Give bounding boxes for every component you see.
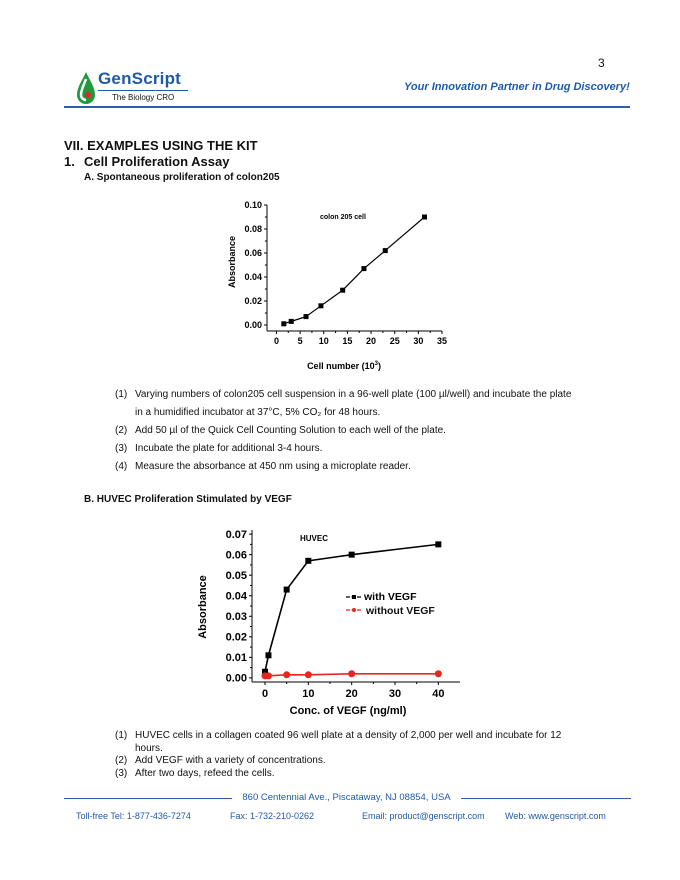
step-item bbox=[115, 730, 561, 743]
step-text: hours. bbox=[135, 742, 163, 754]
chart-title: HUVEC bbox=[300, 534, 329, 543]
data-point bbox=[305, 558, 311, 564]
y-tick-label: 0.06 bbox=[225, 549, 247, 562]
huvec-chart bbox=[190, 524, 470, 720]
data-point bbox=[383, 248, 388, 253]
footer-email[interactable]: Email: product@genscript.com bbox=[362, 811, 485, 821]
step-text: Varying numbers of colon205 cell suspension in a 96-well plate (100 µl/well) and incubate the plate bbox=[135, 389, 572, 400]
x-axis-label: Conc. of VEGF (ng/ml) bbox=[289, 705, 407, 717]
colon205-chart bbox=[220, 196, 460, 376]
step-item bbox=[115, 440, 571, 458]
data-point bbox=[265, 672, 272, 679]
x-tick-label: 15 bbox=[342, 336, 353, 346]
data-point bbox=[265, 652, 271, 658]
footer-website[interactable]: Web: www.genscript.com bbox=[505, 811, 606, 821]
data-point bbox=[435, 541, 441, 547]
step-item bbox=[115, 755, 561, 768]
y-tick-label: 0.02 bbox=[244, 296, 262, 306]
y-tick-label: 0.01 bbox=[225, 652, 247, 665]
y-tick-label: 0.08 bbox=[244, 224, 262, 234]
part-b-title: B. HUVEC Proliferation Stimulated by VEGF bbox=[84, 494, 292, 505]
data-point bbox=[289, 319, 294, 324]
x-tick-label: 10 bbox=[318, 336, 329, 346]
step-item bbox=[115, 768, 561, 781]
data-point bbox=[284, 587, 290, 593]
x-tick-label: 35 bbox=[436, 336, 448, 346]
page-number: 3 bbox=[598, 56, 605, 70]
legend-label-with-vegf: with VEGF bbox=[364, 591, 417, 603]
footer-tollfree: Toll-free Tel: 1-877-436-7274 bbox=[76, 811, 191, 821]
series-line-0 bbox=[284, 217, 425, 324]
y-tick-label: 0.05 bbox=[225, 569, 247, 582]
subsection-title bbox=[64, 154, 229, 169]
genscript-logo[interactable] bbox=[76, 69, 196, 107]
y-tick-label: 0.10 bbox=[244, 200, 262, 210]
x-tick-label: 30 bbox=[413, 336, 424, 346]
logo-underline bbox=[98, 90, 188, 91]
step-text: HUVEC cells in a collagen coated 96 well plate at a density of 2,000 per well and incubate for 12 bbox=[135, 730, 562, 741]
header-divider bbox=[64, 106, 630, 108]
data-point bbox=[283, 671, 290, 678]
y-tick-label: 0.03 bbox=[225, 610, 247, 623]
data-point bbox=[361, 266, 366, 271]
data-point bbox=[318, 303, 323, 308]
footer-divider-left bbox=[64, 798, 232, 799]
step-item-continued bbox=[115, 404, 571, 422]
data-point bbox=[349, 552, 355, 558]
x-tick-label: 30 bbox=[388, 688, 402, 700]
footer-address: 860 Centennial Ave., Piscataway, NJ 08854, USA bbox=[242, 792, 451, 803]
step-text: After two days, refeed the cells. bbox=[135, 767, 275, 779]
data-point bbox=[281, 321, 286, 326]
y-tick-label: 0.07 bbox=[225, 528, 247, 541]
y-axis-label: Absorbance bbox=[197, 575, 209, 639]
x-tick-label: 25 bbox=[389, 336, 400, 346]
x-tick-label: 20 bbox=[366, 336, 377, 346]
step-text: Measure the absorbance at 450 nm using a microplate reader. bbox=[135, 461, 411, 472]
x-tick-label: 0 bbox=[261, 688, 269, 700]
y-axis-label: Absorbance bbox=[227, 235, 237, 289]
step-number: (3) bbox=[115, 767, 128, 779]
step-item bbox=[115, 422, 571, 440]
data-point bbox=[435, 670, 442, 677]
y-tick-label: 0.04 bbox=[225, 590, 247, 603]
subsection-number: 1. bbox=[64, 154, 75, 169]
step-item bbox=[115, 386, 571, 404]
logo-subtitle: The Biology CRO bbox=[112, 93, 175, 102]
step-number: (2) bbox=[115, 755, 128, 766]
chart-title: colon 205 cell bbox=[320, 214, 366, 221]
part-a-steps bbox=[115, 386, 571, 476]
step-text: Add VEGF with a variety of concentrations. bbox=[135, 755, 326, 766]
step-number: (2) bbox=[115, 425, 128, 436]
data-point bbox=[422, 215, 427, 220]
x-tick-label: 10 bbox=[302, 688, 315, 700]
legend-marker-with-vegf bbox=[352, 595, 356, 599]
y-tick-label: 0.02 bbox=[225, 631, 247, 644]
legend-marker-without-vegf bbox=[352, 608, 356, 612]
legend-label-without-vegf: without VEGF bbox=[366, 605, 435, 617]
section-title: VII. EXAMPLES USING THE KIT bbox=[64, 138, 258, 153]
x-tick-label: 0 bbox=[273, 336, 279, 346]
step-item-continued bbox=[115, 743, 561, 756]
step-item bbox=[115, 458, 571, 476]
y-tick-label: 0.04 bbox=[244, 272, 262, 282]
data-point bbox=[340, 288, 345, 293]
header-tagline: Your Innovation Partner in Drug Discovery! bbox=[404, 81, 630, 93]
part-b-steps bbox=[115, 730, 561, 780]
data-point bbox=[348, 670, 355, 677]
y-tick-label: 0.00 bbox=[225, 672, 247, 685]
x-axis-label: Cell number $(10^3)$ bbox=[307, 361, 381, 371]
x-tick-label: 5 bbox=[297, 336, 303, 346]
step-number: (4) bbox=[115, 461, 128, 472]
x-tick-label: 20 bbox=[345, 688, 358, 700]
chart-legend bbox=[346, 591, 435, 617]
footer-divider-right bbox=[461, 798, 631, 799]
footer-fax: Fax: 1-732-210-0262 bbox=[230, 811, 315, 821]
droplet-icon bbox=[76, 71, 96, 107]
step-number: (3) bbox=[115, 443, 128, 454]
step-text: Add 50 µl of the Quick Cell Counting Solution to each well of the plate. bbox=[135, 425, 446, 436]
logo-name: GenScript bbox=[98, 69, 182, 88]
data-point bbox=[305, 671, 312, 678]
y-tick-label: 0.00 bbox=[244, 320, 262, 330]
data-point bbox=[304, 314, 309, 319]
step-number: (1) bbox=[115, 730, 128, 741]
subsection-text: Cell Proliferation Assay bbox=[84, 154, 230, 169]
x-tick-label: 40 bbox=[432, 688, 445, 700]
y-tick-label: 0.06 bbox=[244, 248, 262, 258]
step-text: in a humidified incubator at 37°C, 5% CO₂ for 48 hours. bbox=[135, 407, 381, 418]
step-text: Incubate the plate for additional 3-4 hours. bbox=[135, 443, 323, 454]
part-a-title: A. Spontaneous proliferation of colon205 bbox=[84, 172, 280, 183]
step-number: (1) bbox=[115, 389, 128, 400]
